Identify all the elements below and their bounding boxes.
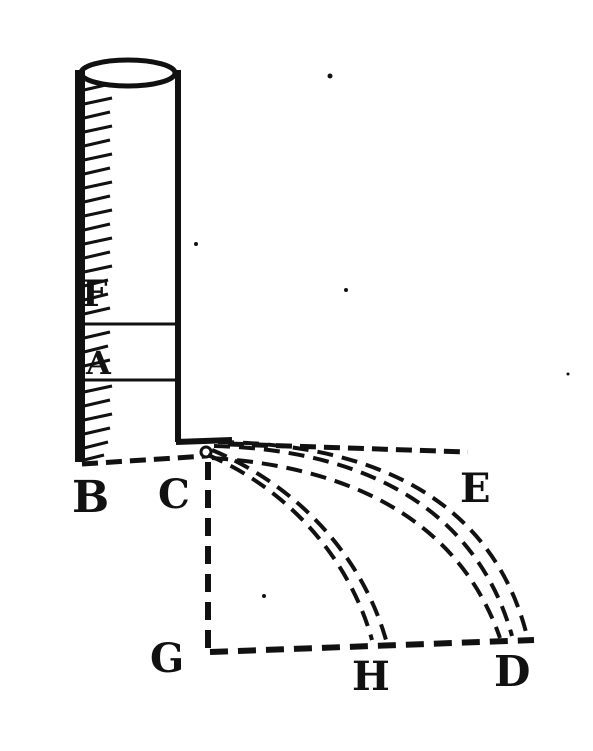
print-specks [194, 74, 570, 599]
vessel-top-rim [81, 60, 175, 86]
jet-trajectory-h [208, 450, 386, 640]
label-c: C [158, 471, 190, 518]
label-a: A [86, 344, 111, 382]
vessel-hatching [84, 84, 112, 460]
label-b: B [72, 472, 110, 523]
label-d: D [494, 647, 531, 696]
line-gd [210, 640, 534, 652]
label-h: H [352, 653, 390, 700]
labels [72, 273, 530, 700]
label-f: F [82, 273, 108, 315]
label-g: G [150, 635, 185, 682]
label-e: E [460, 465, 491, 512]
